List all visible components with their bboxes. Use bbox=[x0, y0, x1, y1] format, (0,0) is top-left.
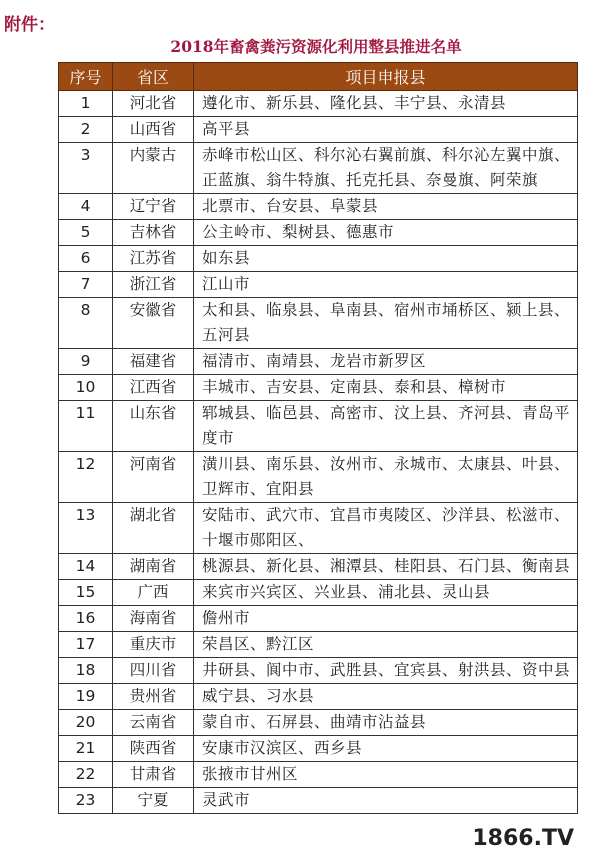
row-number: 20 bbox=[59, 710, 113, 736]
table-row bbox=[59, 375, 578, 401]
table-row bbox=[59, 632, 578, 658]
header-no: 序号 bbox=[59, 63, 113, 91]
row-counties: 威宁县、习水县 bbox=[194, 684, 578, 710]
row-province: 河北省 bbox=[113, 91, 194, 117]
row-counties: 如东县 bbox=[194, 246, 578, 272]
row-province: 吉林省 bbox=[113, 220, 194, 246]
row-counties: 赤峰市松山区、科尔沁右翼前旗、科尔沁左翼中旗、正蓝旗、翁牛特旗、托克托县、奈曼旗、阿荣旗 bbox=[194, 143, 578, 194]
row-province: 重庆市 bbox=[113, 632, 194, 658]
table-row bbox=[59, 554, 578, 580]
table-row bbox=[59, 349, 578, 375]
row-number: 12 bbox=[59, 452, 113, 503]
row-number: 10 bbox=[59, 375, 113, 401]
row-number: 13 bbox=[59, 503, 113, 554]
table-row bbox=[59, 298, 578, 349]
row-counties: 张掖市甘州区 bbox=[194, 762, 578, 788]
row-counties: 安康市汉滨区、西乡县 bbox=[194, 736, 578, 762]
row-province: 贵州省 bbox=[113, 684, 194, 710]
table-row bbox=[59, 91, 578, 117]
table-row bbox=[59, 401, 578, 452]
table-row bbox=[59, 220, 578, 246]
row-counties: 郓城县、临邑县、高密市、汶上县、齐河县、青岛平度市 bbox=[194, 401, 578, 452]
table-row bbox=[59, 606, 578, 632]
row-number: 3 bbox=[59, 143, 113, 194]
row-number: 18 bbox=[59, 658, 113, 684]
row-counties: 高平县 bbox=[194, 117, 578, 143]
row-province: 江苏省 bbox=[113, 246, 194, 272]
header-counties: 项目申报县 bbox=[194, 63, 578, 91]
table-row bbox=[59, 684, 578, 710]
county-list-table bbox=[58, 62, 578, 814]
table-row bbox=[59, 762, 578, 788]
table-row bbox=[59, 503, 578, 554]
row-counties: 北票市、台安县、阜蒙县 bbox=[194, 194, 578, 220]
row-counties: 太和县、临泉县、阜南县、宿州市埇桥区、颍上县、五河县 bbox=[194, 298, 578, 349]
table-row bbox=[59, 246, 578, 272]
row-province: 山西省 bbox=[113, 117, 194, 143]
row-province: 福建省 bbox=[113, 349, 194, 375]
row-number: 23 bbox=[59, 788, 113, 814]
row-province: 浙江省 bbox=[113, 272, 194, 298]
row-counties: 丰城市、吉安县、定南县、泰和县、樟树市 bbox=[194, 375, 578, 401]
row-counties: 井研县、阆中市、武胜县、宜宾县、射洪县、资中县 bbox=[194, 658, 578, 684]
row-number: 19 bbox=[59, 684, 113, 710]
row-number: 11 bbox=[59, 401, 113, 452]
table-row bbox=[59, 710, 578, 736]
row-province: 陕西省 bbox=[113, 736, 194, 762]
row-province: 湖南省 bbox=[113, 554, 194, 580]
row-number: 21 bbox=[59, 736, 113, 762]
row-counties: 江山市 bbox=[194, 272, 578, 298]
row-counties: 安陆市、武穴市、宜昌市夷陵区、沙洋县、松滋市、十堰市郧阳区、 bbox=[194, 503, 578, 554]
row-counties: 福清市、南靖县、龙岩市新罗区 bbox=[194, 349, 578, 375]
table-row bbox=[59, 736, 578, 762]
row-number: 8 bbox=[59, 298, 113, 349]
row-counties: 来宾市兴宾区、兴业县、浦北县、灵山县 bbox=[194, 580, 578, 606]
row-province: 广西 bbox=[113, 580, 194, 606]
row-counties: 遵化市、新乐县、隆化县、丰宁县、永清县 bbox=[194, 91, 578, 117]
row-number: 15 bbox=[59, 580, 113, 606]
row-province: 河南省 bbox=[113, 452, 194, 503]
row-number: 2 bbox=[59, 117, 113, 143]
watermark: 1866.TV bbox=[472, 826, 574, 851]
row-province: 云南省 bbox=[113, 710, 194, 736]
row-counties: 儋州市 bbox=[194, 606, 578, 632]
table-row bbox=[59, 272, 578, 298]
row-number: 6 bbox=[59, 246, 113, 272]
document-title: 2018年畜禽粪污资源化利用整县推进名单 bbox=[170, 37, 462, 56]
row-province: 江西省 bbox=[113, 375, 194, 401]
row-number: 5 bbox=[59, 220, 113, 246]
row-province: 安徽省 bbox=[113, 298, 194, 349]
row-province: 宁夏 bbox=[113, 788, 194, 814]
row-counties: 公主岭市、梨树县、德惠市 bbox=[194, 220, 578, 246]
row-province: 山东省 bbox=[113, 401, 194, 452]
row-province: 四川省 bbox=[113, 658, 194, 684]
row-number: 4 bbox=[59, 194, 113, 220]
table-row bbox=[59, 194, 578, 220]
row-number: 9 bbox=[59, 349, 113, 375]
row-province: 湖北省 bbox=[113, 503, 194, 554]
row-number: 17 bbox=[59, 632, 113, 658]
table-header-row bbox=[59, 63, 578, 91]
header-province: 省区 bbox=[113, 63, 194, 91]
row-province: 海南省 bbox=[113, 606, 194, 632]
row-number: 1 bbox=[59, 91, 113, 117]
table-row bbox=[59, 452, 578, 503]
table-row bbox=[59, 658, 578, 684]
row-counties: 桃源县、新化县、湘潭县、桂阳县、石门县、衡南县 bbox=[194, 554, 578, 580]
row-number: 22 bbox=[59, 762, 113, 788]
row-number: 16 bbox=[59, 606, 113, 632]
row-counties: 潢川县、南乐县、汝州市、永城市、太康县、叶县、卫辉市、宜阳县 bbox=[194, 452, 578, 503]
table-row bbox=[59, 117, 578, 143]
row-number: 7 bbox=[59, 272, 113, 298]
row-province: 内蒙古 bbox=[113, 143, 194, 194]
table-row bbox=[59, 580, 578, 606]
row-province: 甘肃省 bbox=[113, 762, 194, 788]
row-counties: 荣昌区、黔江区 bbox=[194, 632, 578, 658]
table-row bbox=[59, 788, 578, 814]
row-counties: 蒙自市、石屏县、曲靖市沾益县 bbox=[194, 710, 578, 736]
attachment-label: 附件： bbox=[4, 15, 55, 35]
table-row bbox=[59, 143, 578, 194]
row-province: 辽宁省 bbox=[113, 194, 194, 220]
row-number: 14 bbox=[59, 554, 113, 580]
row-counties: 灵武市 bbox=[194, 788, 578, 814]
